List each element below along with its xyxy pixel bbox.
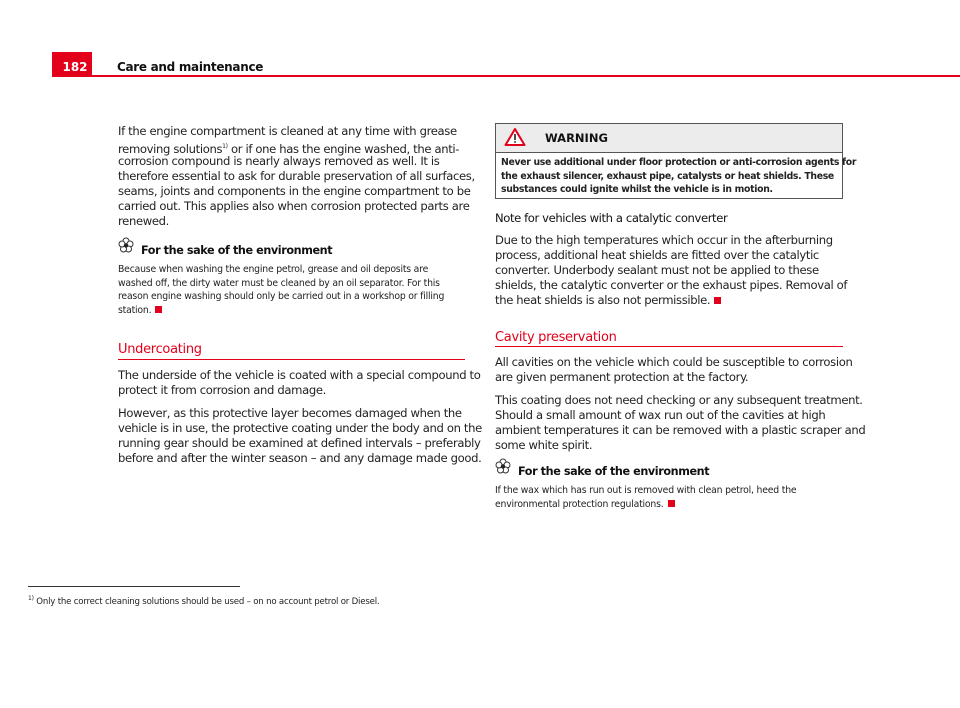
end-mark-icon xyxy=(155,306,162,313)
warning-text xyxy=(496,153,857,200)
text-line: If the wax which has run out is removed with clean petrol, heed the xyxy=(495,485,797,496)
chapter-title: Care and maintenance xyxy=(117,60,264,74)
section-rule xyxy=(495,346,843,347)
text-line: renewed. xyxy=(118,214,169,228)
text-line: are given permanent protection at the factory. xyxy=(495,370,749,384)
text-line: corrosion compound is nearly always removed as well. It is xyxy=(118,154,440,168)
text-line: before and after the winter season – and any damage made good. xyxy=(118,451,482,465)
environment-heading: For the sake of the environment xyxy=(518,465,710,478)
section-rule xyxy=(118,359,465,360)
text-line: If the engine compartment is cleaned at any time with grease xyxy=(118,124,457,138)
end-mark-icon xyxy=(714,297,721,304)
undercoating-paragraph-2 xyxy=(118,406,482,466)
text-line: shields, the catalytic converter or the exhaust pipes. Removal of xyxy=(495,278,848,292)
text-line: carried out. This applies also when corrosion protected parts are xyxy=(118,199,470,213)
text-line: Should a small amount of wax run out of the cavities at high xyxy=(495,408,826,422)
text-line: process, additional heat shields are fitted over the catalytic xyxy=(495,248,819,262)
page-number: 182 xyxy=(52,52,92,77)
warning-box xyxy=(495,123,857,199)
flower-icon xyxy=(495,458,511,478)
warning-triangle-icon xyxy=(504,127,526,151)
text-line: therefore essential to ask for durable preservation of all surfaces, xyxy=(118,169,475,183)
footnote-text: Only the correct cleaning solutions should be used – on no account petrol or Diesel. xyxy=(33,596,380,607)
text-line: protect it from corrosion and damage. xyxy=(118,383,326,397)
text-line xyxy=(118,304,444,318)
text-line: reason engine washing should only be carried out in a workshop or filling xyxy=(118,291,445,303)
undercoating-heading: Undercoating xyxy=(118,342,202,357)
text-line xyxy=(118,139,475,154)
catalytic-paragraph xyxy=(495,233,847,308)
environment-heading: For the sake of the environment xyxy=(141,244,333,257)
end-mark-icon xyxy=(668,500,675,507)
text-span: environmental protection regulations. xyxy=(495,498,664,510)
footnote-marker: 1) xyxy=(28,595,34,602)
text-line: seams, joints and components in the engine compartment to be xyxy=(118,184,471,198)
warning-title: WARNING xyxy=(545,131,608,145)
text-line: substances could ignite whilst the vehicle is in motion. xyxy=(501,184,773,195)
text-line: However, as this protective layer becomes damaged when the xyxy=(118,406,462,420)
text-line: All cavities on the vehicle which could be susceptible to corrosion xyxy=(495,355,853,369)
text-line: This coating does not need checking or any subsequent treatment. xyxy=(495,393,863,407)
text-line: Because when washing the engine petrol, grease and oil deposits are xyxy=(118,264,429,275)
catalytic-heading: Note for vehicles with a catalytic converter xyxy=(495,211,728,225)
flower-icon xyxy=(118,237,134,257)
environment-text xyxy=(118,263,444,317)
text-line xyxy=(495,498,796,512)
text-line: Due to the high temperatures which occur in the afterburning xyxy=(495,233,833,247)
text-span: removing solutions xyxy=(118,141,223,156)
text-span: the heat shields is also not permissible. xyxy=(495,293,711,307)
text-line: vehicle is in use, the protective coating under the body and on the xyxy=(118,421,482,435)
text-line: ambient temperatures it can be removed with a plastic scraper and xyxy=(495,423,866,437)
environment-text xyxy=(495,484,796,511)
footnote-ref: 1) xyxy=(222,143,228,150)
text-line: washed off, the dirty water must be cleaned by an oil separator. For this xyxy=(118,277,440,289)
warning-header xyxy=(496,124,842,153)
intro-paragraph xyxy=(118,124,475,229)
text-line: the exhaust silencer, exhaust pipe, catalysts or heat shields. These xyxy=(501,170,834,182)
text-line: running gear should be examined at defined intervals – preferably xyxy=(118,436,481,450)
cavity-paragraph-1 xyxy=(495,355,852,385)
text-line: converter. Underbody sealant must not be applied to these xyxy=(495,263,819,277)
text-span: or if one has the engine washed, the anti- xyxy=(227,141,460,156)
header-rule xyxy=(52,75,960,77)
cavity-heading: Cavity preservation xyxy=(495,330,617,345)
text-span: station. xyxy=(118,304,152,316)
footnote xyxy=(28,595,379,607)
text-line: The underside of the vehicle is coated with a special compound to xyxy=(118,368,481,382)
cavity-paragraph-2 xyxy=(495,393,865,453)
text-line: Never use additional under floor protection or anti-corrosion agents for xyxy=(501,157,857,168)
undercoating-paragraph-1 xyxy=(118,368,481,398)
text-line xyxy=(495,293,847,308)
footnote-rule xyxy=(28,586,240,587)
text-line: some white spirit. xyxy=(495,438,593,452)
